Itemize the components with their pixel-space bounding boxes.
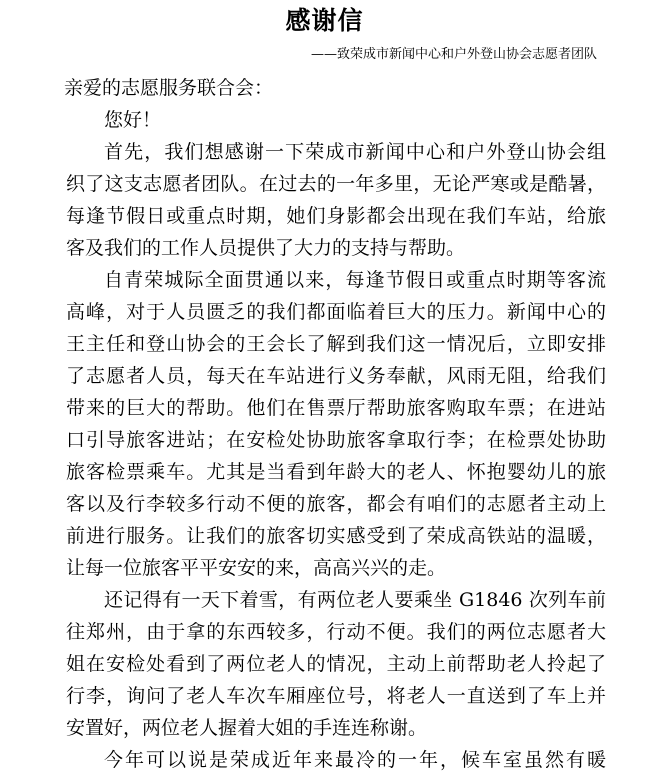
- paragraph-line: 客及我们的工作人员提供了大力的支持与帮助。: [66, 237, 466, 259]
- letter-body: [66, 72, 606, 776]
- paragraph-line: 客以及行李较多行动不便的旅客，都会有咱们的志愿者主动上: [66, 493, 606, 515]
- paragraph-1: [66, 136, 606, 264]
- paragraph-line: 让每一位旅客平平安安的来，高高兴兴的走。: [66, 557, 447, 579]
- paragraph-line: 了志愿者人员，每天在车站进行义务奉献，风雨无阻，给我们: [66, 365, 606, 387]
- paragraph-line: 首先，我们想感谢一下荣成市新闻中心和户外登山协会组: [104, 141, 606, 163]
- paragraph-line: 带来的巨大的帮助。他们在售票厅帮助旅客购取车票；在进站: [66, 397, 606, 419]
- paragraph-line: 旅客检票乘车。尤其是当看到年龄大的老人、怀抱婴幼儿的旅: [66, 461, 606, 483]
- greeting: 您好！: [104, 109, 162, 131]
- salutation: 亲爱的志愿服务联合会：: [64, 77, 274, 99]
- paragraph-line: 今年可以说是荣成近年来最冷的一年，候车室虽然有暖: [104, 749, 606, 771]
- letter-title: 感谢信: [285, 6, 364, 35]
- paragraph-line: 每逢节假日或重点时期，她们身影都会出现在我们车站，给旅: [66, 205, 606, 227]
- paragraph-line: 前进行服务。让我们的旅客切实感受到了荣成高铁站的温暖，: [66, 525, 606, 547]
- paragraph-2: [66, 264, 606, 584]
- paragraph-line: 自青荣城际全面贯通以来，每逢节假日或重点时期等客流: [104, 269, 606, 291]
- paragraph-4: [66, 744, 606, 776]
- paragraph-line: 姐在安检处看到了两位老人的情况，主动上前帮助老人拎起了: [66, 653, 606, 675]
- paragraph-3: [66, 584, 606, 744]
- paragraph-line: 织了这支志愿者团队。在过去的一年多里，无论严寒或是酷暑，: [66, 173, 606, 195]
- paragraph-line: 安置好，两位老人握着大姐的手连连称谢。: [66, 717, 428, 739]
- paragraph-line: 王主任和登山协会的王会长了解到我们这一情况后，立即安排: [66, 333, 606, 355]
- paragraph-line: 口引导旅客进站；在安检处协助旅客拿取行李；在检票处协助: [66, 429, 606, 451]
- paragraph-line: 往郑州，由于拿的东西较多，行动不便。我们的两位志愿者大: [66, 621, 606, 643]
- paragraph-line: 还记得有一天下着雪，有两位老人要乘坐 G1846 次列车前: [104, 589, 606, 611]
- paragraph-line: 行李，询问了老人车次车厢座位号，将老人一直送到了车上并: [66, 685, 606, 707]
- letter-subtitle: ——致荣成市新闻中心和户外登山协会志愿者团队: [310, 47, 597, 62]
- paragraph-line: 高峰，对于人员匮乏的我们都面临着巨大的压力。新闻中心的: [66, 301, 606, 323]
